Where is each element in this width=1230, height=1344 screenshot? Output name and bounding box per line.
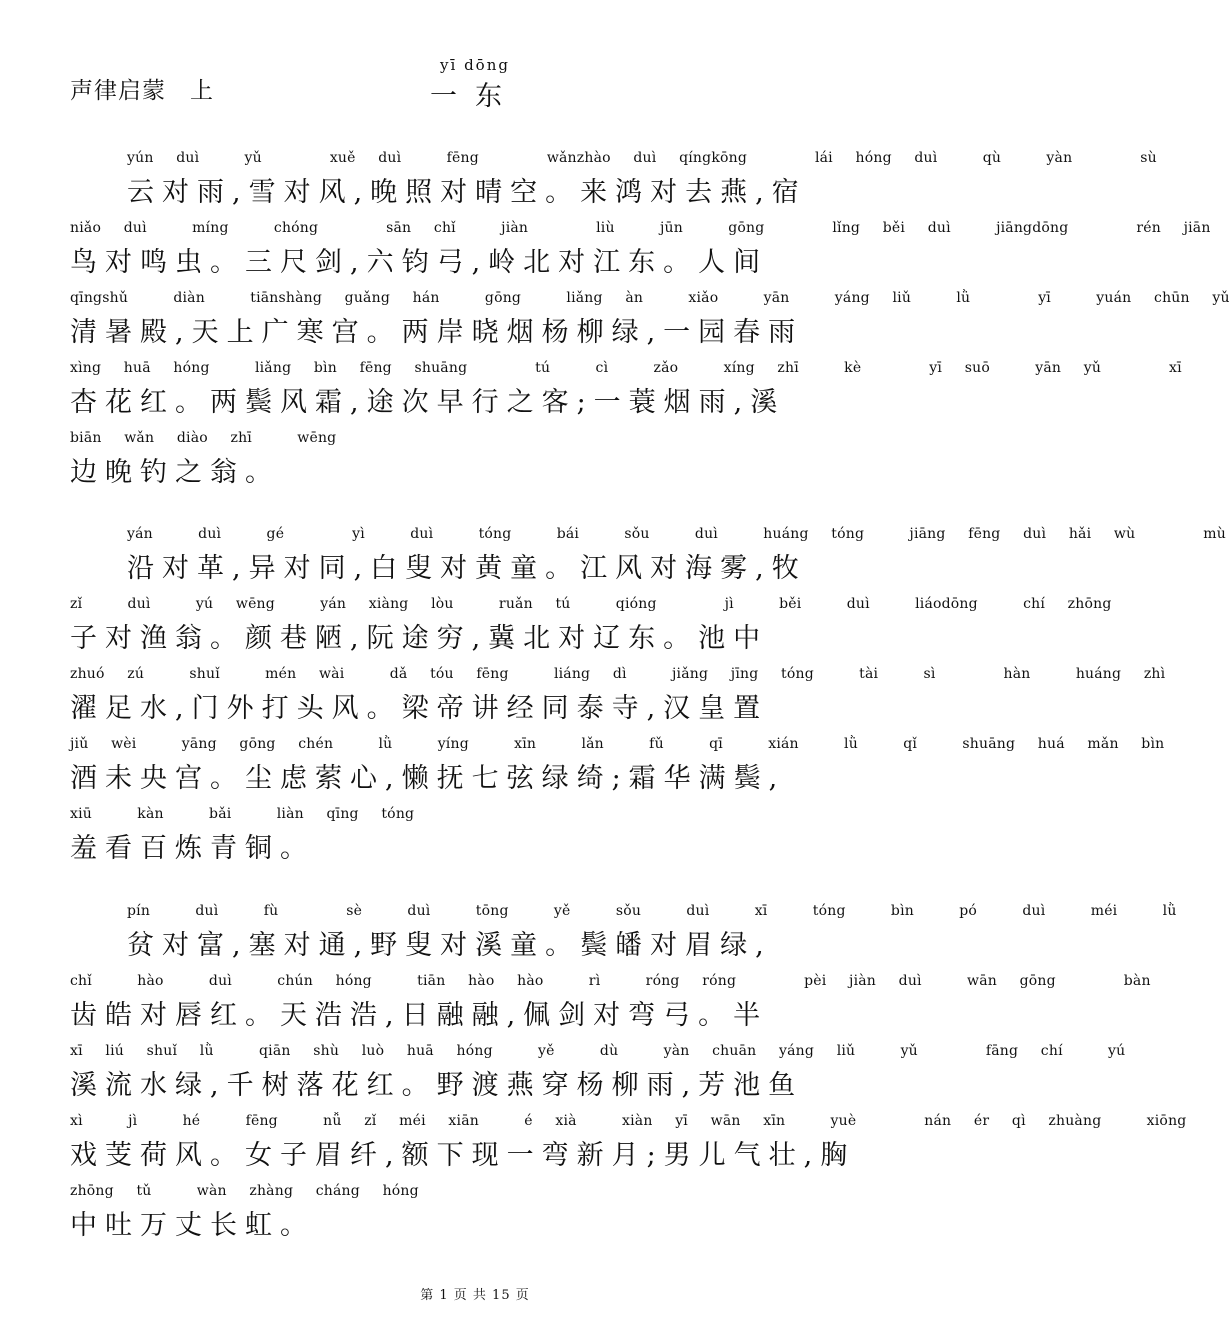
section-title-text: 一东	[430, 81, 520, 112]
pinyin-line: zhuó zú shuǐ mén wài dǎ tóu fēng liáng dì jiǎng jīng tóng tài sì hàn huáng zhì	[70, 666, 1166, 682]
hanzi-line: 贫对富,塞对通,野叟对溪童。鬓皤对眉绿,	[127, 930, 772, 961]
hanzi-line: 羞看百炼青铜。	[70, 833, 315, 864]
hanzi-line: 齿皓对唇红。天浩浩,日融融,佩剑对弯弓。半	[70, 1000, 769, 1031]
verse-line	[70, 736, 1165, 806]
pinyin-line: xì jì hé fēng nǚ zǐ méi xiān é xià xiàn yī wān xīn yuè nán ér qì zhuàng xiōng	[70, 1113, 1187, 1129]
pinyin-line: xī liú shuǐ lǜ qiān shù luò huā hóng yě dù yàn chuān yáng liǔ yǔ fāng chí yú	[70, 1043, 1126, 1059]
verse-line	[70, 360, 1182, 430]
verse-line	[70, 1113, 1187, 1183]
verse-line	[70, 150, 1157, 220]
stanza-1	[70, 150, 1230, 500]
verse-line	[70, 430, 885, 500]
section-title-pinyin: yī dōng	[440, 56, 510, 74]
hanzi-line: 酒未央宫。尘虑萦心,懒抚七弦绿绮;霜华满鬓,	[70, 763, 786, 794]
verse-line	[70, 220, 1211, 290]
pinyin-line: xiū kàn bǎi liàn qīng tóng	[70, 806, 415, 822]
pinyin-line: zǐ duì yú wēng yán xiàng lòu ruǎn tú qióng jì běi duì liáodōng chí zhōng	[70, 596, 1112, 612]
verse-line	[70, 290, 1230, 360]
verse-line	[70, 973, 1151, 1043]
pinyin-line: yán duì gé yì duì tóng bái sǒu duì huáng tóng jiāng fēng duì hǎi wù mù	[127, 526, 1226, 542]
pinyin-line: jiǔ wèi yāng gōng chén lǜ yíng xīn lǎn fǔ qī xián lǜ qǐ shuāng huá mǎn bìn	[70, 736, 1165, 752]
hanzi-line: 清暑殿,天上广寒宫。两岸晓烟杨柳绿,一园春雨	[70, 317, 804, 348]
verse-line	[70, 903, 1177, 973]
pinyin-line: qīngshǔ diàn tiānshàng guǎng hán gōng liǎng àn xiǎo yān yáng liǔ lǜ yī yuán chūn yǔ	[70, 290, 1230, 306]
section-title	[430, 56, 520, 113]
hanzi-line: 杏花红。两鬓风霜,途次早行之客;一蓑烟雨,溪	[70, 387, 786, 418]
hanzi-line: 戏芰荷风。女子眉纤,额下现一弯新月;男儿气壮,胸	[70, 1140, 856, 1171]
pinyin-line: biān wǎn diào zhī wēng	[70, 430, 337, 446]
hanzi-line: 沿对革,异对同,白叟对黄童。江风对海雾,牧	[127, 553, 807, 584]
hanzi-line: 鸟对鸣虫。三尺剑,六钧弓,岭北对江东。人间	[70, 247, 769, 278]
hanzi-line: 云对雨,雪对风,晚照对晴空。来鸿对去燕,宿	[127, 177, 807, 208]
pinyin-line: xìng huā hóng liǎng bìn fēng shuāng tú cì zǎo xíng zhī kè yī suō yān yǔ xī	[70, 360, 1182, 376]
hanzi-line: 中吐万丈长虹。	[70, 1210, 315, 1241]
verse-line	[70, 1043, 1126, 1113]
page-footer: 第 1 页 共 15 页	[420, 1288, 530, 1303]
verse-line	[70, 1183, 885, 1253]
stanza-2	[70, 526, 1226, 876]
hanzi-line: 濯足水,门外打头风。梁帝讲经同泰寺,汉皇置	[70, 693, 769, 724]
book-title: 声律启蒙 上	[70, 78, 214, 104]
hanzi-line: 子对渔翁。颜巷陋,阮途穷,冀北对辽东。池中	[70, 623, 769, 654]
verse-line	[70, 596, 1112, 666]
pinyin-line: zhōng tǔ wàn zhàng cháng hóng	[70, 1183, 419, 1199]
pinyin-line: yún duì yǔ xuě duì fēng wǎnzhào duì qíngkōng lái hóng duì qù yàn sù	[127, 150, 1157, 166]
verse-line	[70, 526, 1226, 596]
pinyin-line: niǎo duì míng chóng sān chǐ jiàn liù jūn gōng lǐng běi duì jiāngdōng rén jiān	[70, 220, 1211, 236]
verse-line	[70, 666, 1166, 736]
hanzi-line: 溪流水绿,千树落花红。野渡燕穿杨柳雨,芳池鱼	[70, 1070, 804, 1101]
pinyin-line: pín duì fù sè duì tōng yě sǒu duì xī tóng bìn pó duì méi lǜ	[127, 903, 1177, 919]
pinyin-line: chǐ hào duì chún hóng tiān hào hào rì róng róng pèi jiàn duì wān gōng bàn	[70, 973, 1151, 989]
hanzi-line: 边晚钓之翁。	[70, 457, 280, 488]
stanza-3	[70, 903, 1187, 1253]
verse-line	[70, 806, 885, 876]
